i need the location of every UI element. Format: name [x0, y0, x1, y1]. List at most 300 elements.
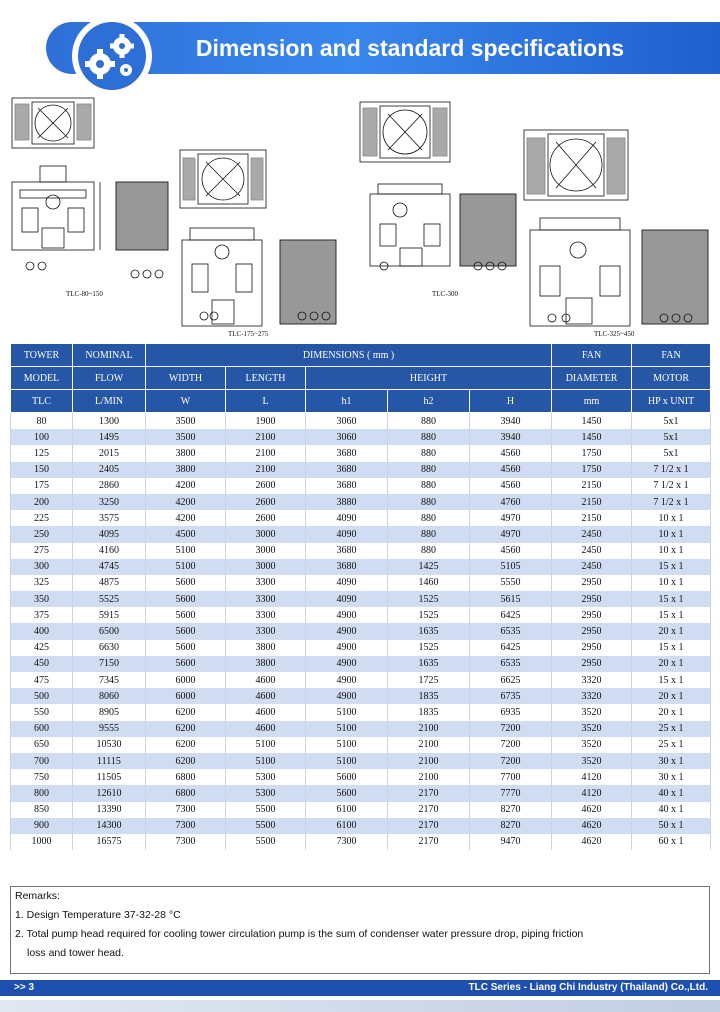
table-cell: 800 [11, 785, 73, 801]
table-cell: 5600 [146, 623, 226, 639]
table-cell: 3000 [226, 543, 306, 559]
remark-2: 2. Total pump head required for cooling tower circulation pump is the sum of condenser water pressure drop, piping friction [15, 928, 584, 940]
company-name: TLC Series - Liang Chi Industry (Thailand) Co.,Ltd. [468, 982, 708, 993]
table-cell: 850 [11, 802, 73, 818]
table-cell: 3680 [306, 478, 388, 494]
table-cell: 5600 [146, 607, 226, 623]
table-cell: 3060 [306, 429, 388, 445]
table-cell: 1495 [73, 429, 146, 445]
table-cell: 4620 [552, 802, 632, 818]
table-row [11, 640, 711, 656]
table-cell: 2450 [552, 559, 632, 575]
table-cell: 5525 [73, 591, 146, 607]
table-cell: 5600 [306, 785, 388, 801]
table-row [11, 623, 711, 639]
table-cell: 2950 [552, 640, 632, 656]
table-cell: 880 [388, 462, 470, 478]
table-row [11, 494, 711, 510]
header-fan: FAN [552, 344, 632, 367]
table-cell: 2100 [226, 445, 306, 461]
table-cell: 5100 [306, 704, 388, 720]
table-cell: 5100 [306, 753, 388, 769]
table-cell: 200 [11, 494, 73, 510]
table-cell: 750 [11, 769, 73, 785]
table-cell: 4970 [470, 510, 552, 526]
table-cell: 4500 [146, 526, 226, 542]
table-cell: 4900 [306, 656, 388, 672]
spec-table [10, 343, 711, 850]
table-cell: 7770 [470, 785, 552, 801]
table-row [11, 607, 711, 623]
table-cell: 7300 [146, 834, 226, 850]
table-cell: 2100 [388, 753, 470, 769]
table-cell: 7700 [470, 769, 552, 785]
table-cell: 4900 [306, 672, 388, 688]
table-cell: 880 [388, 413, 470, 430]
table-cell: 7200 [470, 753, 552, 769]
table-cell: 1835 [388, 688, 470, 704]
table-cell: 2600 [226, 478, 306, 494]
table-cell: 6800 [146, 769, 226, 785]
header-diameter: DIAMETER [552, 367, 632, 390]
table-cell: 550 [11, 704, 73, 720]
table-row [11, 818, 711, 834]
table-cell: 40 x 1 [632, 785, 711, 801]
table-cell: 3880 [306, 494, 388, 510]
table-cell: 475 [11, 672, 73, 688]
table-cell: 4620 [552, 818, 632, 834]
table-cell: 2450 [552, 526, 632, 542]
table-cell: 3300 [226, 607, 306, 623]
table-cell: 880 [388, 494, 470, 510]
table-row [11, 785, 711, 801]
table-cell: 2170 [388, 802, 470, 818]
table-cell: 15 x 1 [632, 559, 711, 575]
table-cell: 4560 [470, 445, 552, 461]
table-cell: 880 [388, 429, 470, 445]
table-cell: 4600 [226, 704, 306, 720]
table-cell: 880 [388, 543, 470, 559]
table-cell: 2100 [226, 429, 306, 445]
table-row [11, 704, 711, 720]
table-cell: 3520 [552, 753, 632, 769]
table-cell: 880 [388, 445, 470, 461]
table-cell: 2950 [552, 607, 632, 623]
table-row [11, 721, 711, 737]
table-cell: 1750 [552, 462, 632, 478]
table-cell: 150 [11, 462, 73, 478]
table-cell: 6200 [146, 737, 226, 753]
table-cell: 4160 [73, 543, 146, 559]
table-cell: 4200 [146, 510, 226, 526]
table-cell: 6535 [470, 656, 552, 672]
table-cell: 6535 [470, 623, 552, 639]
table-cell: 900 [11, 818, 73, 834]
table-cell: 4745 [73, 559, 146, 575]
table-cell: 3060 [306, 413, 388, 430]
table-cell: 8060 [73, 688, 146, 704]
table-cell: 4900 [306, 623, 388, 639]
table-cell: 1835 [388, 704, 470, 720]
table-cell: 4620 [552, 834, 632, 850]
table-cell: 2150 [552, 478, 632, 494]
table-cell: 4560 [470, 543, 552, 559]
header-h1: h1 [306, 390, 388, 413]
header-tlc: TLC [11, 390, 73, 413]
table-cell: 3300 [226, 591, 306, 607]
table-cell: 2450 [552, 543, 632, 559]
table-cell: 1000 [11, 834, 73, 850]
table-cell: 15 x 1 [632, 672, 711, 688]
table-cell: 2015 [73, 445, 146, 461]
table-cell: 10 x 1 [632, 543, 711, 559]
table-cell: 7300 [306, 834, 388, 850]
header-hp-unit: HP x UNIT [632, 390, 711, 413]
table-cell: 15 x 1 [632, 607, 711, 623]
table-row [11, 445, 711, 461]
table-row [11, 543, 711, 559]
table-cell: 3680 [306, 445, 388, 461]
table-cell: 2170 [388, 818, 470, 834]
table-cell: 5600 [306, 769, 388, 785]
table-cell: 8270 [470, 818, 552, 834]
table-cell: 5x1 [632, 445, 711, 461]
table-cell: 880 [388, 510, 470, 526]
table-cell: 7200 [470, 737, 552, 753]
table-cell: 450 [11, 656, 73, 672]
table-cell: 12610 [73, 785, 146, 801]
table-cell: 4090 [306, 575, 388, 591]
header-h: H [470, 390, 552, 413]
table-cell: 1635 [388, 623, 470, 639]
table-cell: 10530 [73, 737, 146, 753]
table-cell: 4120 [552, 785, 632, 801]
table-cell: 7300 [146, 802, 226, 818]
table-cell: 25 x 1 [632, 721, 711, 737]
table-cell: 880 [388, 526, 470, 542]
table-cell: 5100 [146, 559, 226, 575]
table-cell: 5550 [470, 575, 552, 591]
table-cell: 6800 [146, 785, 226, 801]
remarks-box [10, 886, 710, 974]
table-cell: 80 [11, 413, 73, 430]
bottom-strip [0, 1000, 720, 1012]
table-cell: 5100 [146, 543, 226, 559]
table-cell: 6200 [146, 704, 226, 720]
table-cell: 30 x 1 [632, 769, 711, 785]
table-cell: 3520 [552, 704, 632, 720]
table-cell: 6935 [470, 704, 552, 720]
table-cell: 4600 [226, 688, 306, 704]
table-cell: 225 [11, 510, 73, 526]
table-cell: 5615 [470, 591, 552, 607]
table-cell: 3000 [226, 526, 306, 542]
table-cell: 500 [11, 688, 73, 704]
table-cell: 1525 [388, 640, 470, 656]
table-cell: 5500 [226, 802, 306, 818]
table-cell: 4600 [226, 721, 306, 737]
title-banner [0, 14, 720, 86]
table-cell: 10 x 1 [632, 510, 711, 526]
table-cell: 11115 [73, 753, 146, 769]
header-height: HEIGHT [306, 367, 552, 390]
table-cell: 4090 [306, 591, 388, 607]
header-l: L [226, 390, 306, 413]
table-cell: 275 [11, 543, 73, 559]
table-cell: 2600 [226, 510, 306, 526]
table-cell: 2100 [388, 737, 470, 753]
table-cell: 880 [388, 478, 470, 494]
technical-drawings [0, 90, 720, 340]
table-cell: 1450 [552, 429, 632, 445]
table-cell: 6200 [146, 753, 226, 769]
table-cell: 6000 [146, 688, 226, 704]
table-cell: 3940 [470, 413, 552, 430]
table-cell: 3680 [306, 543, 388, 559]
table-cell: 6625 [470, 672, 552, 688]
table-cell: 10 x 1 [632, 526, 711, 542]
table-cell: 6200 [146, 721, 226, 737]
table-cell: 5600 [146, 656, 226, 672]
table-cell: 7300 [146, 818, 226, 834]
table-cell: 14300 [73, 818, 146, 834]
table-cell: 650 [11, 737, 73, 753]
table-cell: 3800 [226, 656, 306, 672]
table-cell: 15 x 1 [632, 640, 711, 656]
table-cell: 2170 [388, 834, 470, 850]
table-cell: 4560 [470, 478, 552, 494]
table-cell: 1425 [388, 559, 470, 575]
table-cell: 2860 [73, 478, 146, 494]
table-cell: 7345 [73, 672, 146, 688]
table-cell: 5300 [226, 785, 306, 801]
table-cell: 2150 [552, 494, 632, 510]
table-row [11, 478, 711, 494]
table-cell: 175 [11, 478, 73, 494]
header-lmin: L/MIN [73, 390, 146, 413]
table-cell: 25 x 1 [632, 737, 711, 753]
table-cell: 15 x 1 [632, 591, 711, 607]
table-cell: 2600 [226, 494, 306, 510]
table-row [11, 802, 711, 818]
table-cell: 5x1 [632, 429, 711, 445]
drawing-label-325-450: TLC-325~450 [594, 330, 635, 338]
table-cell: 325 [11, 575, 73, 591]
table-row [11, 672, 711, 688]
table-cell: 3500 [146, 429, 226, 445]
table-cell: 3575 [73, 510, 146, 526]
table-row [11, 769, 711, 785]
table-cell: 6000 [146, 672, 226, 688]
table-cell: 3500 [146, 413, 226, 430]
header-length: LENGTH [226, 367, 306, 390]
table-row [11, 462, 711, 478]
table-cell: 4600 [226, 672, 306, 688]
table-cell: 16575 [73, 834, 146, 850]
table-cell: 3800 [226, 640, 306, 656]
table-cell: 4900 [306, 607, 388, 623]
header-dimensions: DIMENSIONS ( mm ) [146, 344, 552, 367]
table-row [11, 413, 711, 430]
table-cell: 20 x 1 [632, 656, 711, 672]
table-cell: 6630 [73, 640, 146, 656]
table-cell: 6100 [306, 818, 388, 834]
table-cell: 3680 [306, 462, 388, 478]
table-cell: 1525 [388, 591, 470, 607]
table-cell: 20 x 1 [632, 704, 711, 720]
table-row [11, 737, 711, 753]
spec-table-wrapper [10, 343, 710, 850]
table-cell: 600 [11, 721, 73, 737]
table-cell: 3000 [226, 559, 306, 575]
table-cell: 5100 [306, 737, 388, 753]
header-nominal: NOMINAL [73, 344, 146, 367]
table-cell: 4900 [306, 688, 388, 704]
table-cell: 2170 [388, 785, 470, 801]
table-cell: 350 [11, 591, 73, 607]
header-mm: mm [552, 390, 632, 413]
table-cell: 7 1/2 x 1 [632, 494, 711, 510]
table-cell: 4900 [306, 640, 388, 656]
spec-table-body [11, 413, 711, 851]
table-cell: 4560 [470, 462, 552, 478]
table-cell: 5300 [226, 769, 306, 785]
table-cell: 5100 [226, 753, 306, 769]
table-cell: 1635 [388, 656, 470, 672]
table-cell: 375 [11, 607, 73, 623]
table-cell: 1525 [388, 607, 470, 623]
table-row [11, 834, 711, 850]
table-cell: 6100 [306, 802, 388, 818]
header-tower: TOWER [11, 344, 73, 367]
table-cell: 4090 [306, 510, 388, 526]
page-title: Dimension and standard specifications [195, 35, 625, 61]
table-cell: 30 x 1 [632, 753, 711, 769]
table-cell: 7 1/2 x 1 [632, 478, 711, 494]
table-cell: 2950 [552, 591, 632, 607]
table-cell: 3520 [552, 721, 632, 737]
table-cell: 4970 [470, 526, 552, 542]
remark-1: 1. Design Temperature 37-32-28 °C [15, 909, 181, 921]
header-model: MODEL [11, 367, 73, 390]
table-row [11, 575, 711, 591]
table-cell: 7200 [470, 721, 552, 737]
table-row [11, 688, 711, 704]
table-cell: 13390 [73, 802, 146, 818]
table-cell: 2405 [73, 462, 146, 478]
table-cell: 3320 [552, 672, 632, 688]
table-cell: 6735 [470, 688, 552, 704]
table-cell: 5915 [73, 607, 146, 623]
table-cell: 1725 [388, 672, 470, 688]
header-motor: MOTOR [632, 367, 711, 390]
table-cell: 5105 [470, 559, 552, 575]
table-cell: 7 1/2 x 1 [632, 462, 711, 478]
table-row [11, 429, 711, 445]
header-h2: h2 [388, 390, 470, 413]
table-cell: 3320 [552, 688, 632, 704]
drawing-label-175-275: TLC-175~275 [228, 330, 269, 338]
header-flow: FLOW [73, 367, 146, 390]
table-cell: 10 x 1 [632, 575, 711, 591]
remark-2-cont: loss and tower head. [27, 947, 124, 959]
table-row [11, 591, 711, 607]
page-number: >> 3 [14, 982, 35, 993]
table-cell: 3800 [146, 445, 226, 461]
table-cell: 1450 [552, 413, 632, 430]
table-cell: 5600 [146, 591, 226, 607]
table-cell: 2150 [552, 510, 632, 526]
table-cell: 1460 [388, 575, 470, 591]
table-cell: 1900 [226, 413, 306, 430]
table-cell: 2100 [226, 462, 306, 478]
table-cell: 4095 [73, 526, 146, 542]
table-cell: 4090 [306, 526, 388, 542]
table-cell: 2100 [388, 721, 470, 737]
table-cell: 6500 [73, 623, 146, 639]
table-cell: 6425 [470, 640, 552, 656]
table-cell: 3680 [306, 559, 388, 575]
table-cell: 20 x 1 [632, 623, 711, 639]
table-cell: 5600 [146, 575, 226, 591]
table-cell: 4200 [146, 478, 226, 494]
header-width: WIDTH [146, 367, 226, 390]
table-cell: 3940 [470, 429, 552, 445]
table-cell: 3520 [552, 737, 632, 753]
header-w: W [146, 390, 226, 413]
table-cell: 100 [11, 429, 73, 445]
table-row [11, 753, 711, 769]
table-cell: 425 [11, 640, 73, 656]
table-cell: 2950 [552, 623, 632, 639]
table-cell: 5x1 [632, 413, 711, 430]
table-cell: 6425 [470, 607, 552, 623]
table-cell: 7150 [73, 656, 146, 672]
table-cell: 8270 [470, 802, 552, 818]
table-cell: 250 [11, 526, 73, 542]
table-cell: 20 x 1 [632, 688, 711, 704]
drawing-label-300: TLC-300 [432, 290, 459, 298]
table-row [11, 656, 711, 672]
table-cell: 50 x 1 [632, 818, 711, 834]
table-cell: 3300 [226, 575, 306, 591]
table-cell: 5100 [306, 721, 388, 737]
table-cell: 2950 [552, 656, 632, 672]
table-cell: 125 [11, 445, 73, 461]
table-cell: 2950 [552, 575, 632, 591]
table-cell: 300 [11, 559, 73, 575]
table-cell: 9470 [470, 834, 552, 850]
table-cell: 2100 [388, 769, 470, 785]
table-row [11, 559, 711, 575]
table-cell: 8905 [73, 704, 146, 720]
table-cell: 3250 [73, 494, 146, 510]
table-cell: 1750 [552, 445, 632, 461]
table-cell: 5100 [226, 737, 306, 753]
table-cell: 3800 [146, 462, 226, 478]
table-cell: 400 [11, 623, 73, 639]
table-row [11, 526, 711, 542]
table-row [11, 510, 711, 526]
table-cell: 5600 [146, 640, 226, 656]
table-cell: 3300 [226, 623, 306, 639]
header-fan-2: FAN [632, 344, 711, 367]
table-cell: 1300 [73, 413, 146, 430]
table-cell: 4875 [73, 575, 146, 591]
drawing-label-80-150: TLC-80~150 [66, 290, 103, 298]
remarks-title: Remarks: [15, 890, 60, 902]
table-cell: 5500 [226, 818, 306, 834]
